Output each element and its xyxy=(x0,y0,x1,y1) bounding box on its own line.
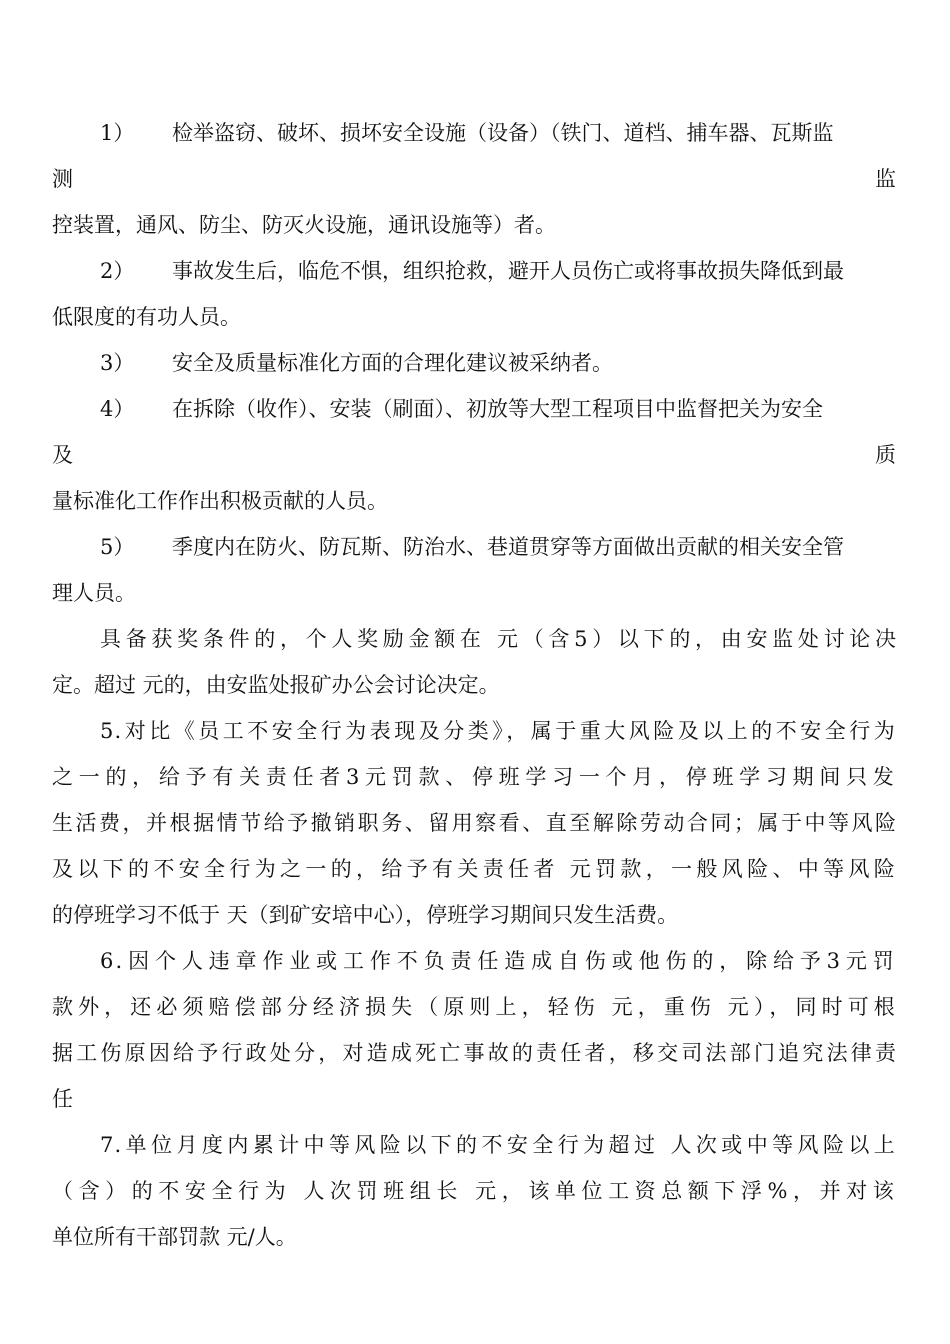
para-5-line-1: 5.对比《员工不安全行为表现及分类》，属于重大风险及以上的不安全行为 xyxy=(100,719,896,743)
item-text-right: 监 xyxy=(875,167,896,191)
para-5-line-2: 之一的，给予有关责任者3元罚款、停班学习一个月，停班学习期间只发 xyxy=(52,765,896,789)
item-text: 检举盗窃、破坏、损坏安全设施（设备）（铁门、道档、捕车器、瓦斯监 xyxy=(172,121,834,145)
item-5-line-1 xyxy=(100,530,896,564)
item-text-left: 测 xyxy=(52,167,73,191)
item-number: 1） xyxy=(100,121,135,145)
item-text: 事故发生后，临危不惧，组织抢救，避开人员伤亡或将事故损失降低到最 xyxy=(172,259,844,283)
item-text-left: 及 xyxy=(52,443,73,467)
item-text: 安全及质量标准化方面的合理化建议被采纳者。 xyxy=(172,351,613,375)
item-1-line-3: 控装置，通风、防尘、防灭火设施，通讯设施等）者。 xyxy=(52,213,556,237)
item-3-line-1 xyxy=(100,346,896,380)
item-1-line-1 xyxy=(100,116,896,150)
para-6-line-3: 据工伤原因给予行政处分，对造成死亡事故的责任者，移交司法部门追究法律责 xyxy=(52,1041,896,1065)
para-7-line-1: 7.单位月度内累计中等风险以下的不安全行为超过 人次或中等风险以上 xyxy=(100,1133,896,1157)
para-5-line-5: 的停班学习不低于 天（到矿安培中心），停班学习期间只发生活费。 xyxy=(52,903,679,927)
item-number: 5） xyxy=(100,535,135,559)
para-6-line-1: 6.因个人违章作业或工作不负责任造成自伤或他伤的，除给予3元罚 xyxy=(100,949,896,973)
item-number: 3） xyxy=(100,351,135,375)
item-5-line-2: 理人员。 xyxy=(52,581,136,605)
para-5-line-3: 生活费，并根据情节给予撤销职务、留用察看、直至解除劳动合同；属于中等风险 xyxy=(52,811,896,835)
item-2-line-1 xyxy=(100,254,896,288)
item-1-line-2 xyxy=(52,162,896,196)
award-line-2: 定。超过 元的，由安监处报矿办公会讨论决定。 xyxy=(52,673,500,697)
para-7-line-2: （含）的不安全行为 人次罚班组长 元，该单位工资总额下浮%，并对该 xyxy=(52,1179,896,1203)
para-6-line-4: 任 xyxy=(52,1087,73,1111)
item-4-line-1 xyxy=(100,392,896,426)
item-4-line-2 xyxy=(52,438,896,472)
item-number: 2） xyxy=(100,259,135,283)
item-text: 季度内在防火、防瓦斯、防治水、巷道贯穿等方面做出贡献的相关安全管 xyxy=(172,535,844,559)
item-text-right: 质 xyxy=(875,443,896,467)
item-text: 在拆除（收作）、安装（刷面）、初放等大型工程项目中监督把关为安全 xyxy=(172,397,823,421)
para-7-line-3: 单位所有干部罚款 元/人。 xyxy=(52,1225,297,1249)
item-4-line-3: 量标准化工作作出积极贡献的人员。 xyxy=(52,489,388,513)
item-2-line-2: 低限度的有功人员。 xyxy=(52,305,241,329)
para-5-line-4: 及以下的不安全行为之一的，给予有关责任者 元罚款，一般风险、中等风险 xyxy=(52,857,896,881)
para-6-line-2: 款外，还必须赔偿部分经济损失（原则上，轻伤 元，重伤 元），同时可根 xyxy=(52,995,896,1019)
award-line-1: 具备获奖条件的，个人奖励金额在 元（含5）以下的，由安监处讨论决 xyxy=(100,627,896,651)
item-number: 4） xyxy=(100,397,135,421)
